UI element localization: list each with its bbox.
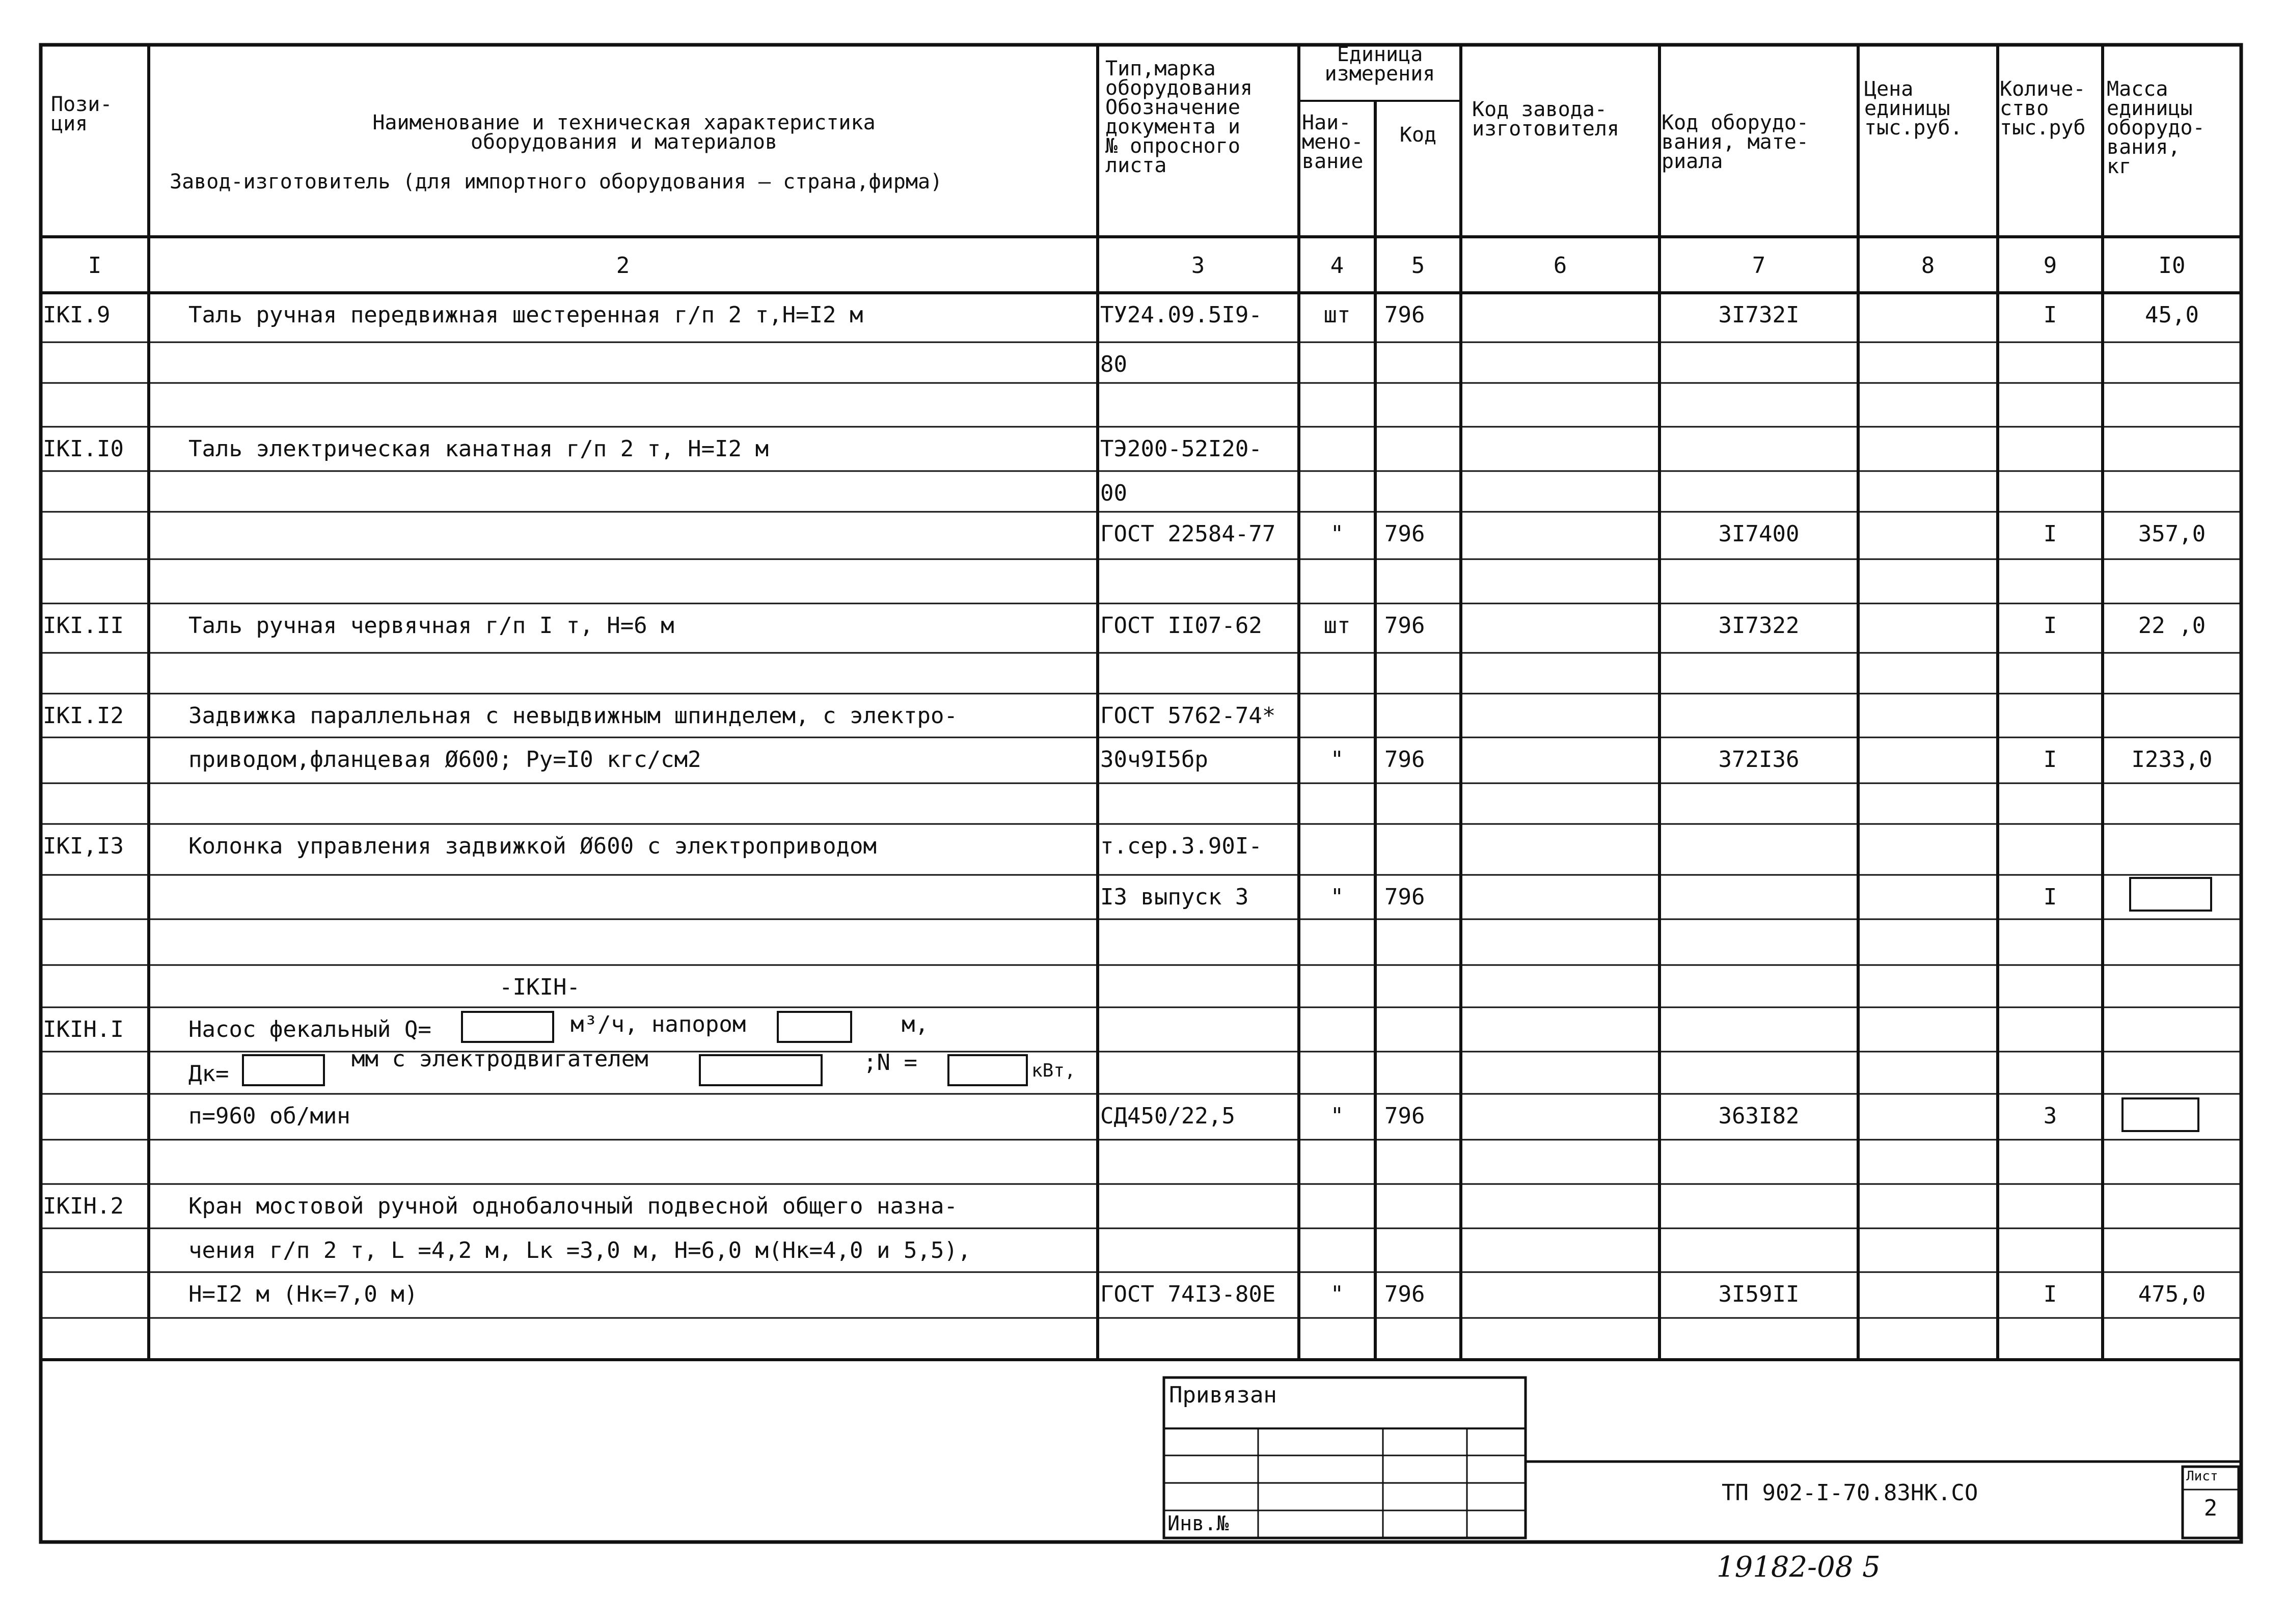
mass-cell: 22 ,0 [2138,613,2206,639]
column-number: 5 [1411,253,1425,279]
unit-code-cell: 796 [1384,521,1425,547]
name-cell: Таль электрическая канатная г/п 2 т, Н=I2 м [188,436,769,462]
type-cell: ГОСТ 74I3-80Е [1100,1281,1276,1307]
header-price: Цена единицы тыс.руб. [1864,77,1963,140]
unit-code-cell: 796 [1384,302,1425,328]
header-equipment-code: Код оборудо- вания, мате- риала [1662,111,1809,173]
unit-name-cell: " [1330,1281,1344,1307]
pump-unit-kw: кВт, [1031,1060,1076,1081]
type-cell: т.сер.3.90I- [1100,833,1262,859]
name-cell: приводом,фланцевая Ø600; Ру=I0 кгс/см2 [188,747,701,773]
head-blank [777,1011,852,1043]
name-cell: Таль ручная передвижная шестеренная г/п 2 т,Н=I2 м [188,302,863,328]
quantity-cell: I [2043,747,2057,773]
unit-code-cell: 796 [1384,613,1425,639]
name-cell: п=960 об/мин [188,1103,350,1129]
header-mass: Масса единицы оборудо- вания, кг [2107,77,2205,178]
unit-name-cell: " [1330,747,1344,773]
unit-name-cell: " [1330,1103,1344,1129]
position-cell: IKIH.2 [43,1193,124,1219]
type-cell: ТЭ200-52I20- [1100,436,1262,462]
equipment-code-cell: 3I59II [1718,1281,1800,1307]
sheet-number: 2 [2203,1495,2218,1521]
quantity-cell: I [2043,521,2057,547]
type-cell: I3 выпуск 3 [1100,884,1249,910]
name-cell: чения г/п 2 т, L =4,2 м, Lк =3,0 м, Н=6,0 м(Нк=4,0 и 5,5), [188,1237,971,1263]
type-cell: ГОСТ II07-62 [1100,613,1262,639]
pump-unit-mm: мм с электродвигателем [351,1046,648,1072]
name-cell: Н=I2 м (Нк=7,0 м) [188,1281,418,1307]
mass-cell: 357,0 [2138,521,2206,547]
position-cell: IKI.9 [43,302,111,328]
mass-cell: 475,0 [2138,1281,2206,1307]
name-cell: Задвижка параллельная с невыдвижным шпинделем, с электро- [188,703,958,729]
column-number: 6 [1553,253,1567,279]
header-quantity: Количе- ство тыс.руб [2000,77,2086,140]
equipment-code-cell: 372I36 [1718,747,1800,773]
unit-name-cell: шт [1323,613,1351,639]
unit-code-cell: 796 [1384,1281,1425,1307]
unit-code-cell: 796 [1384,884,1425,910]
quantity-cell: I [2043,1281,2057,1307]
name-cell: -IKIH- [499,974,580,1000]
unit-name-cell: " [1330,521,1344,547]
pump-unit-m3h: м³/ч, напором [570,1011,746,1037]
column-number: I0 [2158,253,2186,279]
header-name-line3: Завод-изготовитель (для импортного оборудования – страна,фирма) [170,170,943,194]
position-cell: IKI.II [43,613,124,639]
handwritten-number: 19182-08 5 [1717,1551,1881,1584]
column-number: 8 [1921,253,1935,279]
mass-blank-ikih1 [2121,1097,2199,1132]
name-cell: Насос фекальный Q= [188,1016,431,1042]
quantity-cell: 3 [2043,1103,2057,1129]
name-cell: Кран мостовой ручной однобалочный подвесной общего назна- [188,1193,958,1219]
equipment-code-cell: 3I732I [1718,302,1800,328]
column-number: I [88,253,102,279]
quantity-cell: I [2043,884,2057,910]
type-cell: ТУ24.09.5I9- [1100,302,1262,328]
dk-blank [242,1054,325,1086]
position-cell: IKI.I2 [43,703,124,729]
name-cell: Колонка управления задвижкой Ø600 с электроприводом [188,833,877,859]
unit-name-cell: " [1330,884,1344,910]
equipment-code-cell: 3I7322 [1718,613,1800,639]
column-number: 7 [1752,253,1766,279]
stamp-privyazan: Привязан [1169,1382,1277,1408]
document-code: ТП 902-I-70.83НК.СО [1722,1480,1978,1506]
stamp-inventory: Инв.№ [1167,1512,1229,1535]
header-unit-name: Наи- мено- вание [1302,111,1364,173]
position-cell: IKI.I0 [43,436,124,462]
column-number: 9 [2043,253,2057,279]
unit-code-cell: 796 [1384,1103,1425,1129]
unit-name-cell: шт [1323,302,1351,328]
header-name-line1: Наименование и техническая характеристика [372,111,876,134]
flow-rate-blank [461,1011,554,1043]
header-position: Пози- ция [51,93,113,135]
header-unit-group: Единица измерения [1324,43,1435,86]
mass-blank-iki13 [2129,877,2212,912]
header-unit-code: Код [1399,123,1437,147]
position-cell: IKIH.I [43,1016,124,1042]
mass-cell: 45,0 [2145,302,2199,328]
motor-blank [699,1054,823,1086]
type-cell: 80 [1100,351,1127,377]
pump-power-label: ;N = [863,1050,917,1076]
type-cell: 00 [1100,480,1127,506]
power-blank [947,1054,1028,1086]
equipment-code-cell: 363I82 [1718,1103,1800,1129]
mass-cell: I233,0 [2131,747,2213,773]
type-cell: ГОСТ 5762-74* [1100,703,1276,729]
sheet-label: Лист [2186,1469,2218,1484]
type-cell: 30ч9I5бр [1100,747,1208,773]
header-type: Тип,марка оборудования Обозначение документа и № опросного листа [1105,57,1253,177]
equipment-code-cell: 3I7400 [1718,521,1800,547]
type-cell: ГОСТ 22584-77 [1100,521,1276,547]
name-cell: Дк= [188,1061,229,1087]
position-cell: IKI,I3 [43,833,124,859]
quantity-cell: I [2043,302,2057,328]
column-number: 3 [1191,253,1205,279]
column-number: 2 [616,253,630,279]
quantity-cell: I [2043,613,2057,639]
type-cell: СД450/22,5 [1100,1103,1235,1129]
unit-code-cell: 796 [1384,747,1425,773]
name-cell: Таль ручная червячная г/п I т, Н=6 м [188,613,674,639]
header-maker-code: Код завода- изготовителя [1472,98,1619,141]
column-number: 4 [1330,253,1344,279]
pump-unit-m: м, [902,1011,929,1037]
header-name-line2: оборудования и материалов [470,130,778,154]
